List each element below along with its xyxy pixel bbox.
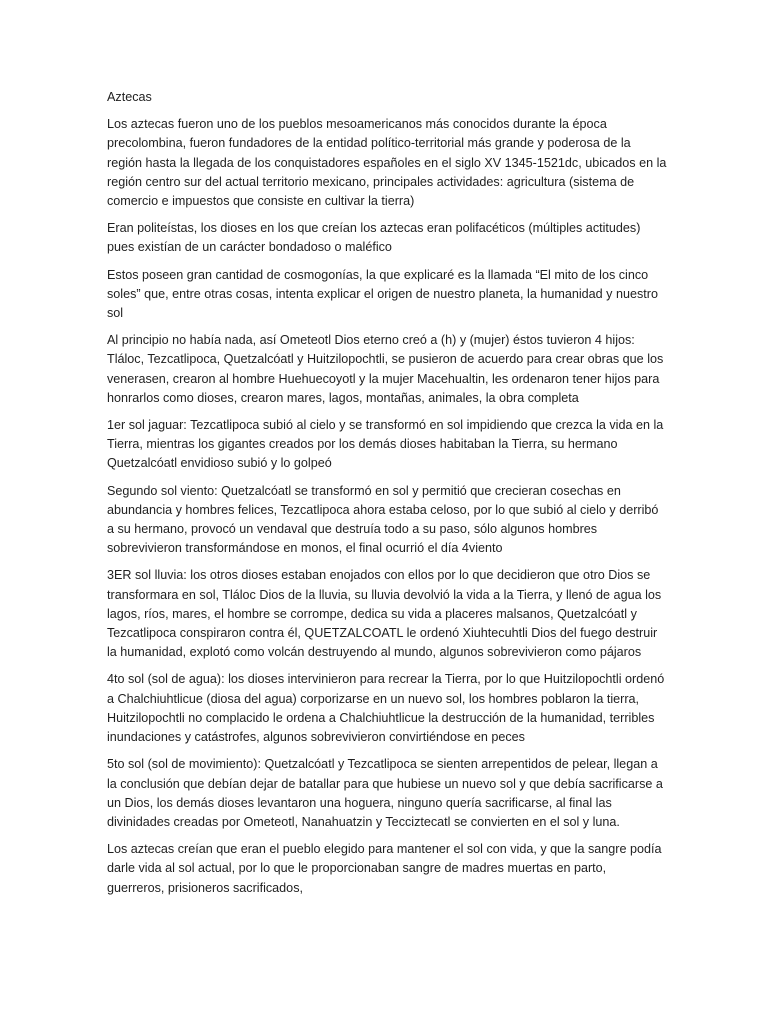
paragraph-third-sun: 3ER sol lluvia: los otros dioses estaban enojados con ellos por lo que decidieron que otro Dios se transformara en sol, Tláloc Dios de la lluvia, su lluvia devolvió la vida a la Tierra, y llenó de agua los lagos, ríos, mares, el hombre se corrompe, dedica su vida a placeres malsanos, Quetzalcóatl y Tezcatlipoca conspiraron contra él, QUETZALCOATL le ordenó Xiuhtecuhtli Dios del fuego destruir la humanidad, explotó como volcán destruyendo al mundo, algunos sobrevivieron como pájaros: [107, 568, 662, 660]
paragraph-second-sun: Segundo sol viento: Quetzalcóatl se transformó en sol y permitió que crecieran cosechas en abundancia y hombres felices, Tezcatlipoca ahora estaba celoso, por lo que subió al cielo y derribó a su hermano, provocó un vendaval que destruía todo a su paso, sólo algunos hombres sobrevivieron transformándose en monos, el final ocurrió el día 4viento: [107, 483, 659, 556]
document-page: [107, 88, 667, 906]
paragraph-fifth-sun: 5to sol (sol de movimiento): Quetzalcóatl y Tezcatlipoca se sienten arrepentidos de pelear, llegan a la conclusión que debían dejar de batallar para que hubiese un nuevo sol y que debía sacrificarse a un Dios, los demás dioses levantaron una hoguera, ninguno quería sacrificarse, al final las divinidades creadas por Ometeotl, Nanahuatzin y Tecciztecatl se convierten en el sol y luna.: [107, 757, 663, 829]
paragraph-fourth-sun: 4to sol (sol de agua): los dioses intervinieron para recrear la Tierra, por lo que Huitzilopochtli ordenó a Chalchiuhtlicue (diosa del agua) corporizarse en un nuevo sol, los hombres poblaron la tierra, Huitzilopochtli no complacido le ordena a Chalchiuhtlicue la destrucción de la humanidad, terribles inundaciones y catástrofes, algunos sobrevivieron convirtiéndose en peces: [107, 672, 665, 745]
paragraph-religion: Eran politeístas, los dioses en los que creían los aztecas eran polifacéticos (múltiples actitudes) pues existían de un carácter bondadoso o maléfico: [107, 221, 641, 255]
paragraph-intro: Los aztecas fueron uno de los pueblos mesoamericanos más conocidos durante la época precolombina, fueron fundadores de la entidad político-territorial más grande y poderosa de la región hasta la llegada de los conquistadores españoles en el siglo XV 1345-1521dc, ubicados en la región centro sur del actual territorio mexicano, principales actividades: agricultura (sistema de comercio e impuestos que consiste en cultivar la tierra): [107, 117, 667, 209]
paragraph-creation: Al principio no había nada, así Ometeotl Dios eterno creó a (h) y (mujer) éstos tuvieron 4 hijos: Tláloc, Tezcatlipoca, Quetzalcóatl y Huitzilopochtli, se pusieron de acuerdo para crear obras que los venerasen, crearon al hombre Huehuecoyotl y la mujer Macehualtin, les ordenaron tener hijos para honrarlos como dioses, crearon mares, lagos, montañas, animales, la obra completa: [107, 333, 664, 405]
paragraph-conclusion: Los aztecas creían que eran el pueblo elegido para mantener el sol con vida, y que la sangre podía darle vida al sol actual, por lo que le proporcionaban sangre de madres muertas en parto, guerreros, prisioneros sacrificados,: [107, 842, 662, 895]
document-title: Aztecas: [107, 90, 152, 104]
paragraph-first-sun: 1er sol jaguar: Tezcatlipoca subió al cielo y se transformó en sol impidiendo que crezca la vida en la Tierra, mientras los gigantes creados por los demás dioses habitaban la Tierra, su hermano Quetzalcóatl envidioso subió y lo golpeó: [107, 418, 664, 471]
paragraph-cosmogony: Estos poseen gran cantidad de cosmogonías, la que explicaré es la llamada “El mito de los cinco soles” que, entre otras cosas, intenta explicar el origen de nuestro planeta, la humanidad y nuestro sol: [107, 267, 658, 321]
